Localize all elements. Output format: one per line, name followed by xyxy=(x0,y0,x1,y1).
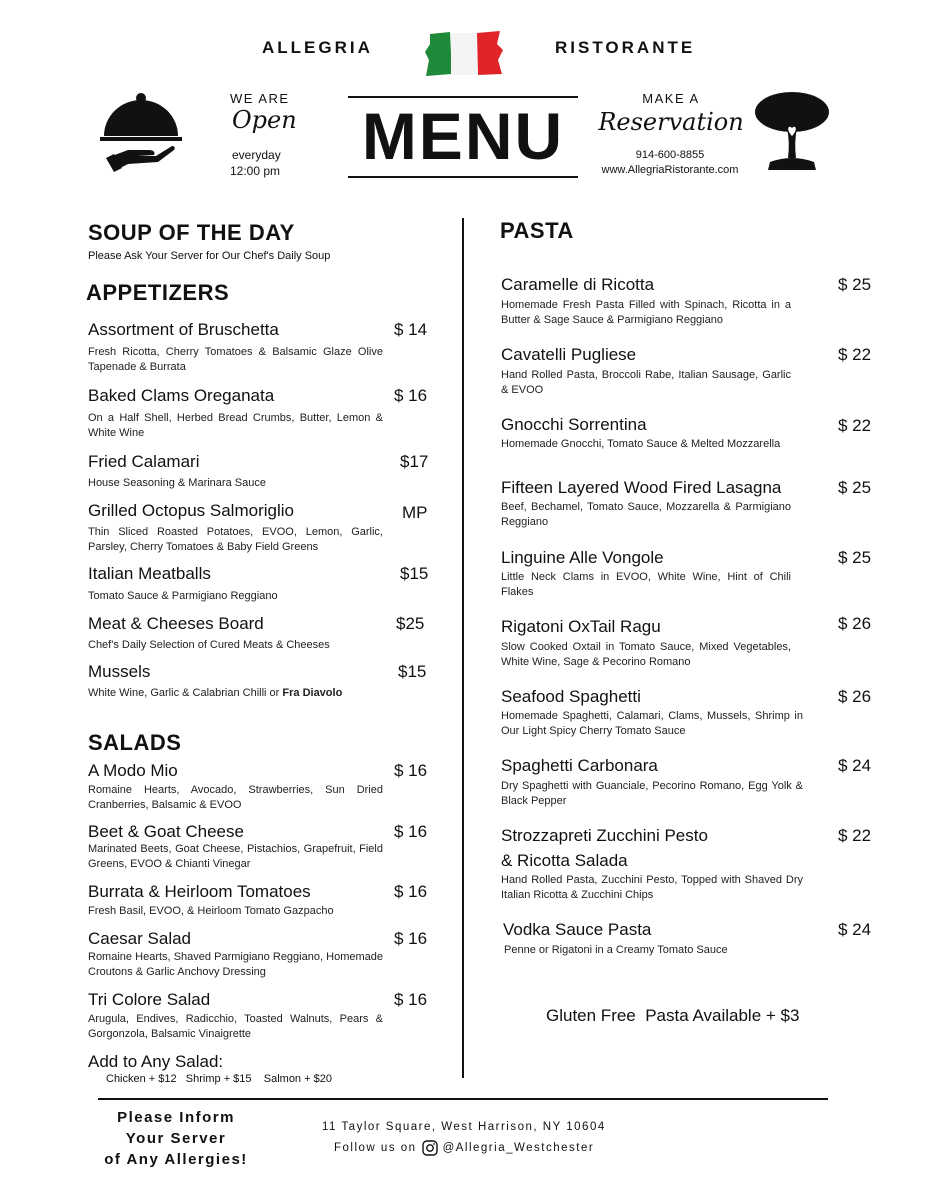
appetizer-name: Fried Calamari xyxy=(88,452,200,471)
pasta-desc: Homemade Gnocchi, Tomato Sauce & Melted Mozzarella xyxy=(501,438,781,450)
appetizer-price: $25 xyxy=(396,614,425,633)
pasta-desc: Slow Cooked Oxtail in Tomato Sauce, Mixed Vegetables, White Wine, Sage & Pecorino Romano xyxy=(501,641,791,668)
pasta-desc: Penne or Rigatoni in a Creamy Tomato Sauce xyxy=(504,944,728,956)
appetizer-desc xyxy=(88,686,388,701)
pasta-name: Caramelle di Ricotta xyxy=(501,275,655,294)
pasta-name: Fifteen Layered Wood Fired Lasagna xyxy=(501,478,782,497)
allergy-line: Please Inform xyxy=(117,1109,235,1126)
salad-desc: Fresh Basil, EVOO, & Heirloom Tomato Gazpacho xyxy=(88,905,334,917)
salad-name: A Modo Mio xyxy=(88,761,178,780)
appetizer-desc: Chef's Daily Selection of Cured Meats & Cheeses xyxy=(88,639,330,651)
follow-label: Follow us on xyxy=(334,1142,417,1154)
salad-price: $ 16 xyxy=(394,882,428,901)
salad-name: Tri Colore Salad xyxy=(88,990,211,1009)
pasta-price: $ 26 xyxy=(838,687,872,706)
pasta-price: $ 25 xyxy=(838,275,872,294)
reserve-phone[interactable]: 914-600-8855 xyxy=(635,149,705,161)
column-divider xyxy=(462,218,464,1078)
appetizer-desc-text: White Wine, Garlic & Calabrian Chilli or xyxy=(88,687,283,699)
salad-price: $ 16 xyxy=(394,761,428,780)
brand-allegria: ALLEGRIA xyxy=(262,38,373,57)
salad-addon-title: Add to Any Salad: xyxy=(88,1052,224,1071)
pasta-name: Rigatoni OxTail Ragu xyxy=(501,617,661,636)
pasta-desc: Dry Spaghetti with Guanciale, Pecorino Romano, Egg Yolk & Black Pepper xyxy=(501,780,803,807)
cloche-serving-icon xyxy=(98,92,184,174)
footer-rule xyxy=(98,1098,828,1100)
pasta-price: $ 24 xyxy=(838,756,872,775)
allergy-notice xyxy=(98,1107,254,1170)
instagram-handle[interactable]: @Allegria_Westchester xyxy=(442,1142,595,1154)
appetizer-name: Meat & Cheeses Board xyxy=(88,614,264,633)
pasta-desc: Hand Rolled Pasta, Zucchini Pesto, Topped with Shaved Dry Italian Ricotta & Zucchini Chips xyxy=(501,874,803,901)
appetizer-price: $ 16 xyxy=(394,386,428,405)
appetizer-price: $15 xyxy=(400,564,429,583)
open-time-label: 12:00 pm xyxy=(230,164,281,178)
appetizer-desc-bold: Fra Diavolo xyxy=(282,687,343,699)
salad-addon-items: Chicken + $12 Shrimp + $15 Salmon + $20 xyxy=(106,1073,332,1085)
footer-follow xyxy=(334,1140,594,1156)
soup-note: Please Ask Your Server for Our Chef's Daily Soup xyxy=(88,250,331,262)
pasta-name: Seafood Spaghetti xyxy=(501,687,641,706)
menu-title: MENU xyxy=(361,99,565,173)
brand-ristorante: RISTORANTE xyxy=(555,38,696,57)
instagram-icon[interactable] xyxy=(422,1140,438,1156)
salad-desc: Romaine Hearts, Shaved Parmigiano Reggiano, Homemade Croutons & Garlic Anchovy Dressing xyxy=(88,951,383,978)
pasta-price: $ 25 xyxy=(838,548,872,567)
pasta-price: $ 26 xyxy=(838,614,872,633)
italian-flag-icon xyxy=(424,30,504,78)
allergy-line: Your Server xyxy=(125,1130,227,1147)
salad-name: Caesar Salad xyxy=(88,929,192,948)
appetizer-price: $17 xyxy=(400,452,429,471)
open-script-label: Open xyxy=(232,106,297,134)
reserve-script-label: Reservation xyxy=(598,108,744,136)
salad-desc: Arugula, Endives, Radicchio, Toasted Walnuts, Pears & Gorgonzola, Balsamic Vinaigrette xyxy=(88,1013,383,1040)
appetizer-name: Grilled Octopus Salmoriglio xyxy=(88,501,294,520)
open-days-label: everyday xyxy=(232,148,281,162)
appetizer-desc: House Seasoning & Marinara Sauce xyxy=(88,477,266,489)
salad-desc: Romaine Hearts, Avocado, Strawberries, Sun Dried Cranberries, Balsamic & EVOO xyxy=(88,784,383,811)
appetizer-name: Italian Meatballs xyxy=(88,564,211,583)
footer-address: 11 Taylor Square, West Harrison, NY 10604 xyxy=(322,1121,606,1133)
appetizer-desc: Thin Sliced Roasted Potatoes, EVOO, Lemon, Garlic, Parsley, Cherry Tomatoes & Baby Field Greens xyxy=(88,526,383,553)
pasta-price: $ 24 xyxy=(838,920,872,939)
salad-price: $ 16 xyxy=(394,822,428,841)
appetizer-name: Mussels xyxy=(88,662,151,681)
open-top-label: WE ARE xyxy=(230,91,290,106)
pasta-price: $ 22 xyxy=(838,826,872,845)
pasta-desc: Beef, Bechamel, Tomato Sauce, Mozzarella & Parmigiano Reggiano xyxy=(501,501,791,528)
allergy-line: of Any Allergies! xyxy=(104,1151,248,1168)
pasta-desc: Little Neck Clams in EVOO, White Wine, Hint of Chili Flakes xyxy=(501,571,791,598)
appetizer-price: $ 14 xyxy=(394,320,428,339)
salad-desc: Marinated Beets, Goat Cheese, Pistachios, Grapefruit, Field Greens, EVOO & Chianti Vinegar xyxy=(88,843,383,870)
appetizers-title: APPETIZERS xyxy=(86,280,230,305)
salad-price: $ 16 xyxy=(394,990,428,1009)
menu-bottom-rule xyxy=(348,176,578,178)
pasta-price: $ 22 xyxy=(838,416,872,435)
appetizer-price: $15 xyxy=(398,662,427,681)
pasta-desc: Homemade Fresh Pasta Filled with Spinach, Ricotta in a Butter & Sage Sauce & Parmigiano Reggiano xyxy=(501,299,791,326)
pasta-price: $ 22 xyxy=(838,345,872,364)
salads-title: SALADS xyxy=(88,730,182,755)
salad-price: $ 16 xyxy=(394,929,428,948)
pasta-name: Vodka Sauce Pasta xyxy=(503,920,652,939)
salad-name: Beet & Goat Cheese xyxy=(88,822,244,841)
pasta-desc: Homemade Spaghetti, Calamari, Clams, Mussels, Shrimp in Our Light Spicy Cherry Tomato Sauce xyxy=(501,710,803,737)
tree-heart-icon xyxy=(752,90,832,176)
reserve-top-label: MAKE A xyxy=(642,91,700,106)
appetizer-desc: On a Half Shell, Herbed Bread Crumbs, Butter, Lemon & White Wine xyxy=(88,412,383,439)
pasta-name: Spaghetti Carbonara xyxy=(501,756,658,775)
pasta-price: $ 25 xyxy=(838,478,872,497)
pasta-name: Gnocchi Sorrentina xyxy=(501,415,647,434)
pasta-name: Linguine Alle Vongole xyxy=(501,548,664,567)
appetizer-name: Assortment of Bruschetta xyxy=(88,320,279,339)
pasta-name-line2: & Ricotta Salada xyxy=(501,851,628,870)
appetizer-name: Baked Clams Oreganata xyxy=(88,386,275,405)
gluten-free-note: Gluten Free Pasta Available + $3 xyxy=(546,1006,800,1025)
appetizer-desc: Fresh Ricotta, Cherry Tomatoes & Balsamic Glaze Olive Tapenade & Burrata xyxy=(88,346,383,373)
pasta-title: PASTA xyxy=(500,218,574,243)
appetizer-desc: Tomato Sauce & Parmigiano Reggiano xyxy=(88,590,278,602)
soup-title: SOUP OF THE DAY xyxy=(88,220,295,245)
reserve-website[interactable]: www.AllegriaRistorante.com xyxy=(601,164,739,176)
pasta-name: Cavatelli Pugliese xyxy=(501,345,637,364)
pasta-desc: Hand Rolled Pasta, Broccoli Rabe, Italian Sausage, Garlic & EVOO xyxy=(501,369,791,396)
pasta-name: Strozzapreti Zucchini Pesto xyxy=(501,826,708,845)
salad-name: Burrata & Heirloom Tomatoes xyxy=(88,882,311,901)
appetizer-price: MP xyxy=(402,503,428,522)
